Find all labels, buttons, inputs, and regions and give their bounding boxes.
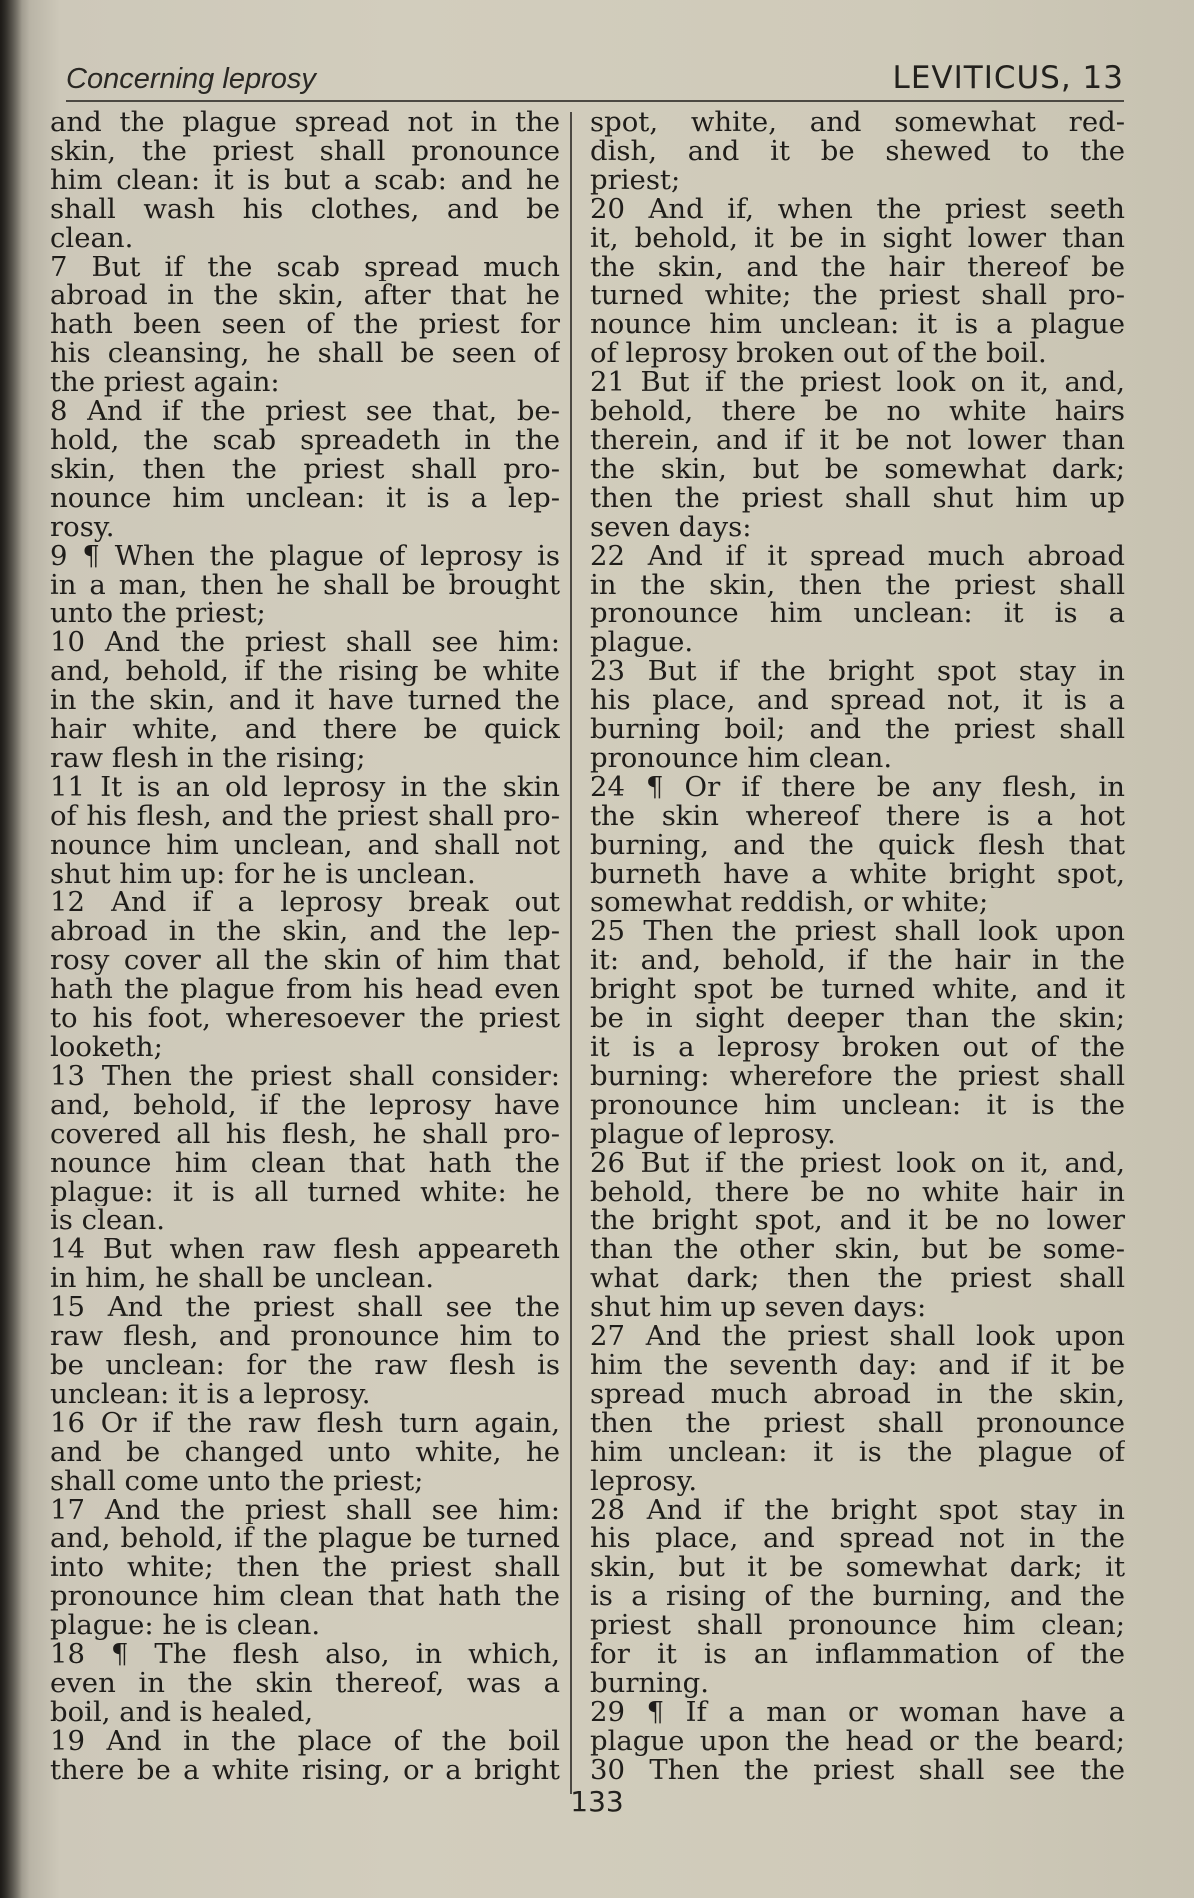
text-line: hath been seen of the priest for	[50, 310, 560, 340]
text-line: is clean.	[50, 1206, 165, 1236]
text-line: 22 And if it spread much abroad	[590, 541, 1125, 571]
text-line: 17 And the priest shall see him:	[50, 1495, 560, 1525]
text-line: pronounce him unclean: it is the	[590, 1090, 1125, 1120]
text-line: shut him up: for he is unclean.	[50, 859, 476, 889]
text-line: clean.	[50, 223, 134, 253]
text-line: for it is an inflammation of the	[590, 1640, 1125, 1669]
text-line: turned white; the priest shall pro-	[590, 281, 1125, 311]
text-line: 8 And if the priest see that, be-	[50, 397, 560, 426]
text-line: 26 But if the priest look on it, and,	[590, 1148, 1125, 1178]
text-line: abroad in the skin, and the lep-	[50, 917, 560, 947]
running-head-book-chapter: LEVITICUS, 13	[892, 60, 1124, 96]
text-line: the skin, but be somewhat dark;	[590, 454, 1125, 484]
page-number: 133	[570, 1785, 624, 1818]
text-line: priest;	[590, 165, 681, 195]
text-line: 10 And the priest shall see him:	[50, 628, 560, 658]
text-line: is a rising of the burning, and the	[590, 1582, 1125, 1612]
text-line: shall wash his clothes, and be	[50, 194, 560, 224]
text-line: 16 Or if the raw flesh turn again,	[50, 1408, 560, 1438]
right-text-column	[590, 108, 1125, 1785]
text-line: 12 And if a leprosy break out	[50, 888, 560, 918]
text-line: nounce him unclean: it is a plague	[590, 310, 1125, 340]
text-line: to his foot, wheresoever the priest	[50, 1004, 560, 1033]
text-line: unclean: it is a leprosy.	[50, 1379, 371, 1409]
text-line: skin, then the priest shall pro-	[50, 454, 560, 484]
text-line: 24 ¶ Or if there be any flesh, in	[590, 772, 1125, 802]
text-line: priest shall pronounce him clean;	[590, 1611, 1125, 1641]
text-line: it: and, behold, if the hair in the	[590, 946, 1125, 976]
text-line: 18 ¶ The flesh also, in which,	[50, 1640, 560, 1669]
text-line: his place, and spread not, it is a	[590, 686, 1125, 716]
text-line: be unclean: for the raw flesh is	[50, 1350, 560, 1380]
text-line: the skin whereof there is a hot	[590, 801, 1125, 831]
text-line: shall come unto the priest;	[50, 1466, 424, 1496]
text-line: 7 But if the scab spread much	[50, 252, 560, 282]
header-rule	[66, 100, 1124, 102]
running-head	[66, 52, 1124, 96]
text-line: 29 ¶ If a man or woman have a	[590, 1697, 1125, 1727]
text-line: burning.	[590, 1668, 710, 1698]
text-line: and, behold, if the plague be turned	[50, 1524, 560, 1554]
text-line: 30 Then the priest shall see the	[590, 1755, 1125, 1785]
text-line: of his flesh, and the priest shall pro-	[50, 801, 560, 831]
text-line: boil, and is healed,	[50, 1697, 314, 1727]
text-line: 21 But if the priest look on it, and,	[590, 368, 1125, 398]
text-line: him unclean: it is the plague of	[590, 1437, 1125, 1467]
text-line: pronounce him clean that hath the	[50, 1582, 560, 1612]
text-line: and, behold, if the rising be white	[50, 657, 560, 687]
text-line: and, behold, if the leprosy have	[50, 1090, 560, 1120]
text-line: and be changed unto white, he	[50, 1437, 560, 1467]
text-line: bright spot be turned white, and it	[590, 975, 1125, 1005]
text-line: than the other skin, but be some-	[590, 1235, 1125, 1265]
text-line: plague: it is all turned white: he	[50, 1177, 560, 1207]
text-line: what dark; then the priest shall	[590, 1264, 1125, 1294]
text-line: him the seventh day: and if it be	[590, 1350, 1125, 1380]
text-line: his place, and spread not in the	[590, 1524, 1125, 1554]
text-line: 19 And in the place of the boil	[50, 1726, 560, 1756]
text-line: shut him up seven days:	[590, 1293, 927, 1323]
text-line: plague upon the head or the beard;	[590, 1726, 1125, 1756]
text-line: behold, there be no white hairs	[590, 397, 1125, 426]
text-line: 28 And if the bright spot stay in	[590, 1495, 1125, 1525]
text-line: spread much abroad in the skin,	[590, 1379, 1125, 1409]
binding-gutter-shadow	[0, 0, 22, 1898]
text-line: in him, he shall be unclean.	[50, 1264, 434, 1294]
text-line: 11 It is an old leprosy in the skin	[50, 772, 560, 802]
text-line: nounce him unclean, and shall not	[50, 830, 560, 860]
text-line: raw flesh in the rising;	[50, 743, 366, 773]
text-line: the bright spot, and it be no lower	[590, 1206, 1125, 1236]
text-line: into white; then the priest shall	[50, 1553, 560, 1583]
text-line: burneth have a white bright spot,	[590, 859, 1125, 889]
text-line: in the skin, and it have turned the	[50, 686, 560, 716]
text-line: somewhat reddish, or white;	[590, 888, 989, 918]
text-line: unto the priest;	[50, 599, 266, 629]
text-line: there be a white rising, or a bright	[50, 1755, 560, 1785]
text-line: nounce him unclean: it is a lep-	[50, 483, 560, 513]
text-line: looketh;	[50, 1033, 163, 1062]
text-line: hath the plague from his head even	[50, 975, 560, 1005]
text-line: rosy.	[50, 512, 115, 542]
text-line: the skin, and the hair thereof be	[590, 252, 1125, 282]
text-line: burning boil; and the priest shall	[590, 715, 1125, 744]
text-line: skin, the priest shall pronounce	[50, 136, 560, 166]
text-line: in the skin, then the priest shall	[590, 570, 1125, 600]
text-line: leprosy.	[590, 1466, 698, 1496]
text-line: 15 And the priest shall see the	[50, 1293, 560, 1323]
text-line: it, behold, it be in sight lower than	[590, 223, 1125, 253]
text-line: plague: he is clean.	[50, 1611, 321, 1641]
text-line: 9 ¶ When the plague of leprosy is	[50, 541, 560, 571]
column-divider	[570, 112, 572, 1794]
text-line: then the priest shall shut him up	[590, 483, 1125, 513]
text-line: plague of leprosy.	[590, 1119, 836, 1149]
left-text-column	[50, 108, 560, 1785]
text-line: seven days:	[590, 512, 752, 542]
text-line: the priest again:	[50, 368, 280, 398]
text-line: hold, the scab spreadeth in the	[50, 425, 560, 455]
text-line: 13 Then the priest shall consider:	[50, 1061, 560, 1091]
text-line: pronounce him unclean: it is a	[590, 599, 1125, 629]
running-head-topic: Concerning leprosy	[66, 63, 316, 95]
text-line: plague.	[590, 628, 694, 658]
text-line: skin, but it be somewhat dark; it	[590, 1553, 1125, 1583]
text-line: nounce him clean that hath the	[50, 1148, 560, 1178]
text-line: pronounce him clean.	[590, 743, 893, 773]
text-line: him clean: it is but a scab: and he	[50, 165, 560, 195]
text-line: 14 But when raw flesh appeareth	[50, 1235, 560, 1265]
text-line: burning, and the quick flesh that	[590, 830, 1125, 860]
text-line: it is a leprosy broken out of the	[590, 1033, 1125, 1062]
text-line: therein, and if it be not lower than	[590, 425, 1125, 455]
text-line: of leprosy broken out of the boil.	[590, 339, 1047, 369]
text-line: 20 And if, when the priest seeth	[590, 194, 1125, 224]
text-line: even in the skin thereof, was a	[50, 1668, 560, 1698]
text-line: his cleansing, he shall be seen of	[50, 339, 560, 369]
text-line: in a man, then he shall be brought	[50, 570, 560, 600]
text-line: rosy cover all the skin of him that	[50, 946, 560, 976]
text-line: spot, white, and somewhat red-	[590, 108, 1125, 137]
text-line: and the plague spread not in the	[50, 108, 560, 137]
text-line: 23 But if the bright spot stay in	[590, 657, 1125, 687]
text-line: then the priest shall pronounce	[590, 1408, 1125, 1438]
text-line: raw flesh, and pronounce him to	[50, 1322, 560, 1351]
text-line: 25 Then the priest shall look upon	[590, 917, 1125, 947]
text-line: hair white, and there be quick	[50, 715, 560, 744]
text-line: burning: wherefore the priest shall	[590, 1061, 1125, 1091]
text-line: 27 And the priest shall look upon	[590, 1322, 1125, 1351]
text-line: abroad in the skin, after that he	[50, 281, 560, 311]
text-line: be in sight deeper than the skin;	[590, 1004, 1125, 1033]
text-line: behold, there be no white hair in	[590, 1177, 1125, 1207]
text-line: dish, and it be shewed to the	[590, 136, 1125, 166]
text-line: covered all his flesh, he shall pro-	[50, 1119, 560, 1149]
